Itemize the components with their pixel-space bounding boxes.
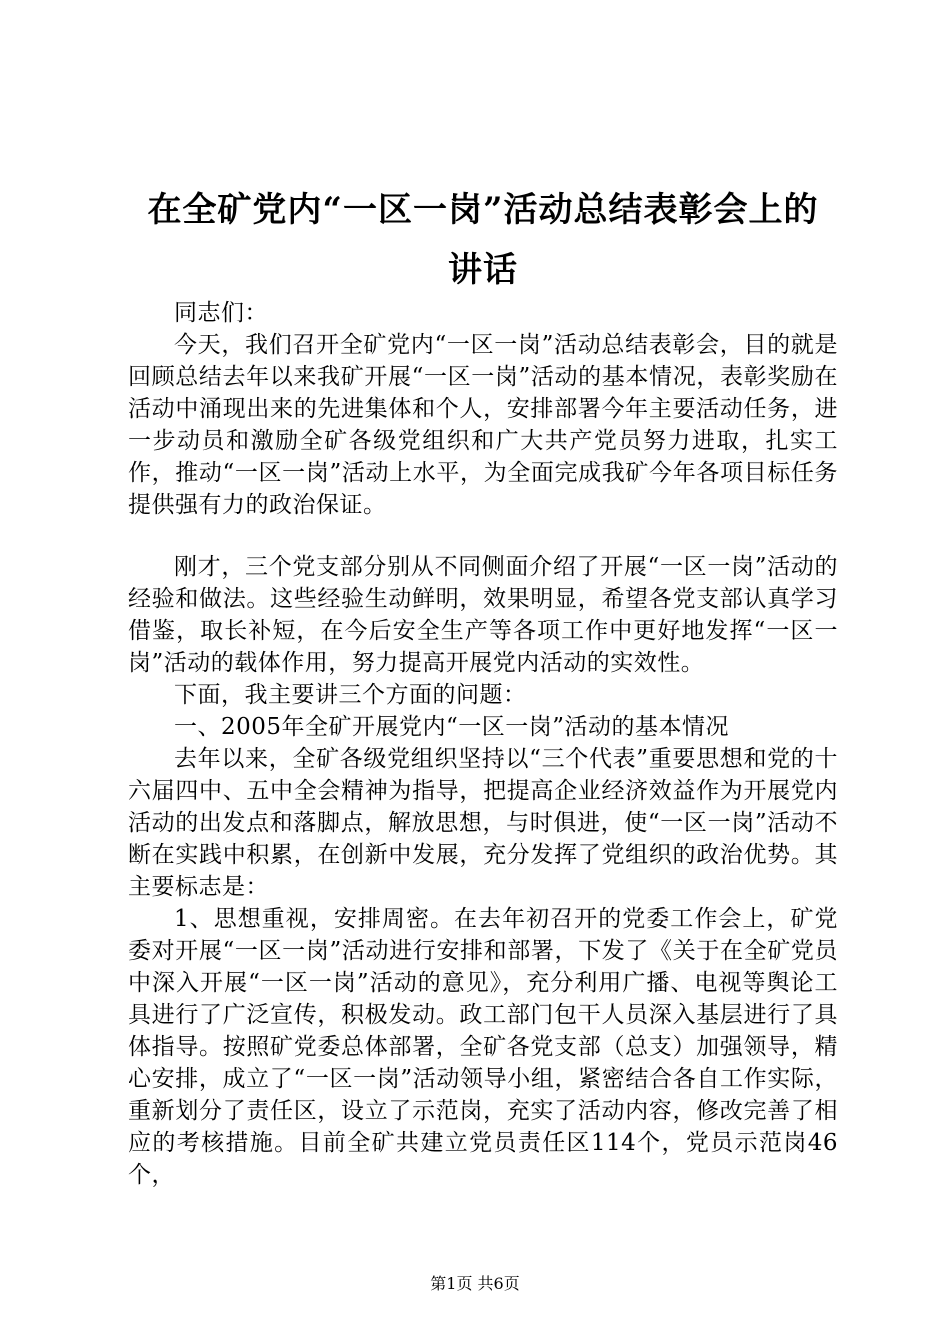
outline-paragraph: 下面，我主要讲三个方面的问题：	[174, 682, 527, 708]
document-title-line-2: 讲话	[448, 250, 518, 290]
section-1-paragraph: 去年以来，全矿各级党组织坚持以“三个代表”重要思想和党的十六届四中、五中全会精神为指导，把提高企业经济效益作为开展党内活动的出发点和落脚点，解放思想，与时俱进，使“一区一岗”活动不断在实践中积累，在创新中发展，充分发挥了党组织的政治优势。其主要标志是：	[128, 746, 838, 900]
intro-paragraph: 今天，我们召开全矿党内“一区一岗”活动总结表彰会，目的就是回顾总结去年以来我矿开展“一区一岗”活动的基本情况，表彰奖励在活动中涌现出来的先进集体和个人，安排部署今年主要活动任务，进一步动员和激励全矿各级党组织和广大共产党员努力进取，扎实工作，推动“一区一岗”活动上水平，为全面完成我矿今年各项目标任务提供强有力的政治保证。	[128, 332, 838, 518]
document-title-line-1: 在全矿党内“一区一岗”活动总结表彰会上的	[147, 190, 819, 230]
page-footer: 第1页 共6页	[430, 1274, 520, 1293]
point-1-paragraph: 1、思想重视，安排周密。在去年初召开的党委工作会上，矿党委对开展“一区一岗”活动进行安排和部署，下发了《关于在全矿党员中深入开展“一区一岗”活动的意见》，充分利用广播、电视等舆论工具进行了广泛宣传，积极发动。政工部门包干人员深入基层进行了具体指导。按照矿党委总体部署，全矿各党支部（总支）加强领导，精心安排，成立了“一区一岗”活动领导小组，紧密结合各自工作实际，重新划分了责任区，设立了示范岗，充实了活动内容，修改完善了相应的考核措施。目前全矿共建立党员责任区114个，党员示范岗46个，	[128, 906, 838, 1188]
salutation-paragraph: 同志们：	[174, 300, 268, 326]
experience-paragraph: 刚才，三个党支部分别从不同侧面介绍了开展“一区一岗”活动的经验和做法。这些经验生动鲜明，效果明显，希望各党支部认真学习借鉴，取长补短，在今后安全生产等各项工作中更好地发挥“一区一岗”活动的载体作用，努力提高开展党内活动的实效性。	[128, 554, 838, 676]
section-heading-1: 一、2005年全矿开展党内“一区一岗”活动的基本情况	[174, 714, 730, 740]
document-body	[128, 297, 838, 1191]
document-page	[128, 0, 838, 1344]
